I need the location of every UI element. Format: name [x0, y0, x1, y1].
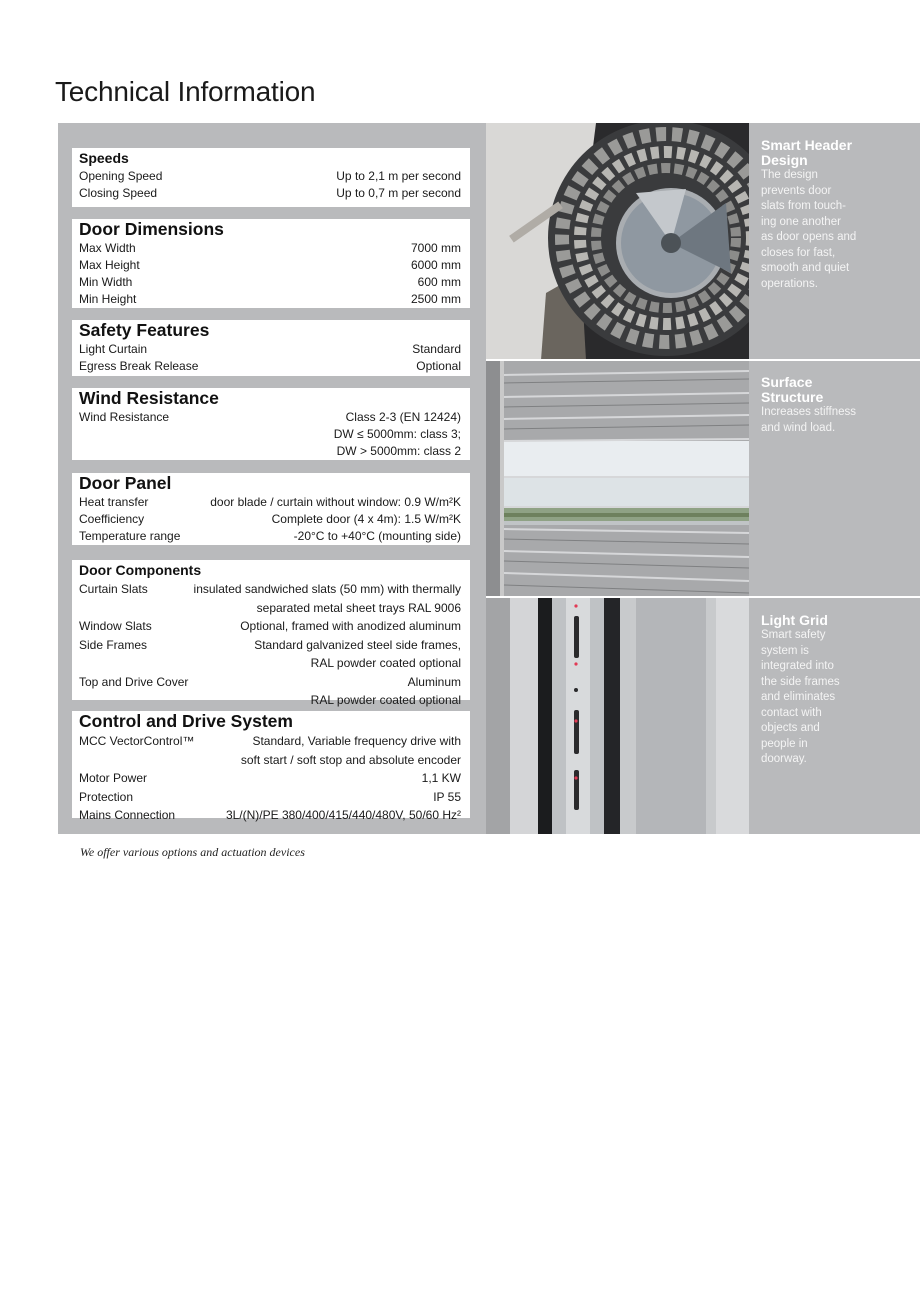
spec-value-line: DW ≤ 5000mm: class 3;	[333, 427, 461, 441]
spec-label: Light Curtain	[79, 342, 148, 356]
speeds-card	[72, 148, 470, 207]
spec-value-line: Complete door (4 x 4m): 1.5 W/m²K	[271, 512, 461, 526]
spec-value	[177, 409, 461, 460]
spec-value-line: separated metal sheet trays RAL 9006	[256, 600, 461, 615]
spec-row	[79, 494, 461, 511]
spec-value-line: insulated sandwiched slats (50 mm) with thermally	[193, 582, 461, 596]
spec-value	[155, 636, 461, 673]
spec-label: Egress Break Release	[79, 359, 199, 373]
footnote: We offer various options and actuation devices	[80, 845, 305, 859]
spec-label: Coefficiency	[79, 512, 145, 526]
smart-header-title: Smart Header Design	[761, 137, 853, 168]
control-drive-card	[72, 711, 470, 822]
spec-value	[196, 673, 461, 710]
spec-label: Motor Power	[79, 771, 148, 785]
spec-value-line: 3L/(N)/PE 380/400/415/440/480V, 50/60 Hz²	[225, 808, 461, 822]
spec-row	[79, 274, 461, 291]
spec-label: Mains Connection	[79, 808, 176, 822]
spec-value-line: soft start / soft stop and absolute encoder	[240, 752, 461, 767]
spec-value-line: 7000 mm	[410, 241, 461, 255]
spec-value	[183, 806, 461, 825]
spec-value	[148, 257, 461, 274]
spec-value-line: 600 mm	[417, 275, 461, 289]
spec-label: Heat transfer	[79, 495, 149, 509]
spec-value	[144, 291, 461, 308]
spec-value	[202, 732, 461, 769]
smart-header-description: The design prevents door slats from touch- ing one another as door opens and closes for fast, smooth and quiet operations.	[761, 169, 857, 290]
spec-label: Top and Drive Cover	[79, 674, 189, 689]
page-title: Technical Information	[55, 76, 316, 107]
spec-row	[79, 673, 461, 710]
card-heading: Door Panel	[79, 473, 172, 493]
spec-value	[152, 511, 461, 528]
spec-value-line: DW > 5000mm: class 2	[336, 444, 461, 458]
spec-label: Window Slats	[79, 619, 152, 633]
spec-value-line: 1,1 KW	[421, 771, 461, 785]
spec-value	[141, 788, 461, 807]
spec-value-line: Up to 2,1 m per second	[336, 169, 461, 183]
surface-structure-photo	[486, 361, 749, 597]
spec-value-line: IP 55	[433, 789, 461, 804]
door-panel-card	[72, 473, 470, 545]
spec-label: Wind Resistance	[79, 410, 170, 424]
spec-value	[170, 168, 461, 185]
spec-value-line: RAL powder coated optional	[310, 693, 461, 707]
spec-row	[79, 291, 461, 308]
spec-label: Opening Speed	[79, 169, 163, 183]
spec-value-line: RAL powder coated optional	[310, 656, 461, 670]
spec-value	[156, 580, 461, 617]
spec-label: Max Height	[79, 258, 140, 272]
spec-label: Min Height	[79, 292, 137, 306]
spec-row	[79, 528, 461, 545]
light-grid-photo	[486, 598, 749, 834]
spec-row	[79, 788, 461, 807]
door-components-card	[72, 560, 470, 707]
surface-structure-text	[761, 375, 871, 436]
spec-label: MCC VectorControl™	[79, 734, 195, 748]
spec-value-line: -20°C to +40°C (mounting side)	[293, 529, 461, 543]
spec-row	[79, 636, 461, 673]
spec-value-line: door blade / curtain without window: 0.9 W/m²K	[210, 495, 461, 509]
spec-row	[79, 240, 461, 257]
spec-value	[206, 358, 461, 375]
spec-value	[188, 528, 461, 545]
card-heading: Control and Drive System	[79, 711, 293, 731]
spec-value-line: 6000 mm	[410, 258, 461, 272]
spec-value-line: Optional	[416, 359, 461, 373]
spec-value-line: 2500 mm	[410, 292, 461, 306]
card-heading: Door Components	[79, 562, 202, 578]
spec-value-line: Standard, Variable frequency drive with	[252, 734, 461, 748]
spec-label: Temperature range	[79, 529, 181, 543]
surface-structure-description: Increases stiffness and wind load.	[761, 406, 857, 434]
spec-value	[144, 240, 461, 257]
card-heading: Door Dimensions	[79, 219, 224, 239]
light-grid-title: Light Grid	[761, 612, 828, 628]
spec-row	[79, 580, 461, 617]
spec-value-line: Standard galvanized steel side frames,	[254, 637, 461, 652]
spec-value	[155, 341, 461, 358]
spec-row	[79, 409, 461, 460]
spec-value-line: Aluminum	[407, 674, 461, 689]
spec-row	[79, 341, 461, 358]
card-heading: Wind Resistance	[79, 388, 219, 408]
spec-row	[79, 185, 461, 202]
spec-value	[140, 274, 461, 291]
spec-value	[156, 494, 461, 511]
spec-row	[79, 358, 461, 375]
light-grid-description: Smart safety system is integrated into the side frames and eliminates contact with objects and people in doorway.	[761, 629, 840, 765]
door-dimensions-card	[72, 219, 470, 308]
spec-row	[79, 806, 461, 825]
light-grid-text	[761, 613, 871, 768]
surface-structure-title: Surface Structure	[761, 374, 824, 405]
spec-label: Max Width	[79, 241, 136, 255]
spec-row	[79, 769, 461, 788]
spec-value-line: Standard	[412, 342, 461, 356]
spec-value	[160, 617, 461, 636]
spec-value	[165, 185, 461, 202]
spec-value-line: Up to 0,7 m per second	[336, 186, 461, 200]
spec-label: Curtain Slats	[79, 582, 148, 596]
spec-label: Min Width	[79, 275, 133, 289]
spec-value-line: Optional, framed with anodized aluminum	[240, 619, 461, 633]
spec-label: Closing Speed	[79, 186, 158, 200]
safety-features-card	[72, 320, 470, 376]
smart-header-text	[761, 138, 871, 292]
spec-row	[79, 617, 461, 636]
spec-row	[79, 732, 461, 769]
smart-header-photo	[486, 123, 749, 360]
spec-value	[155, 769, 461, 788]
spec-label: Protection	[79, 789, 134, 804]
spec-row	[79, 168, 461, 185]
spec-label: Side Frames	[79, 637, 148, 652]
spec-value-line: Class 2-3 (EN 12424)	[345, 410, 461, 424]
spec-row	[79, 257, 461, 274]
spec-row	[79, 511, 461, 528]
card-heading: Safety Features	[79, 320, 210, 340]
card-heading: Speeds	[79, 150, 129, 166]
wind-resistance-card	[72, 388, 470, 460]
